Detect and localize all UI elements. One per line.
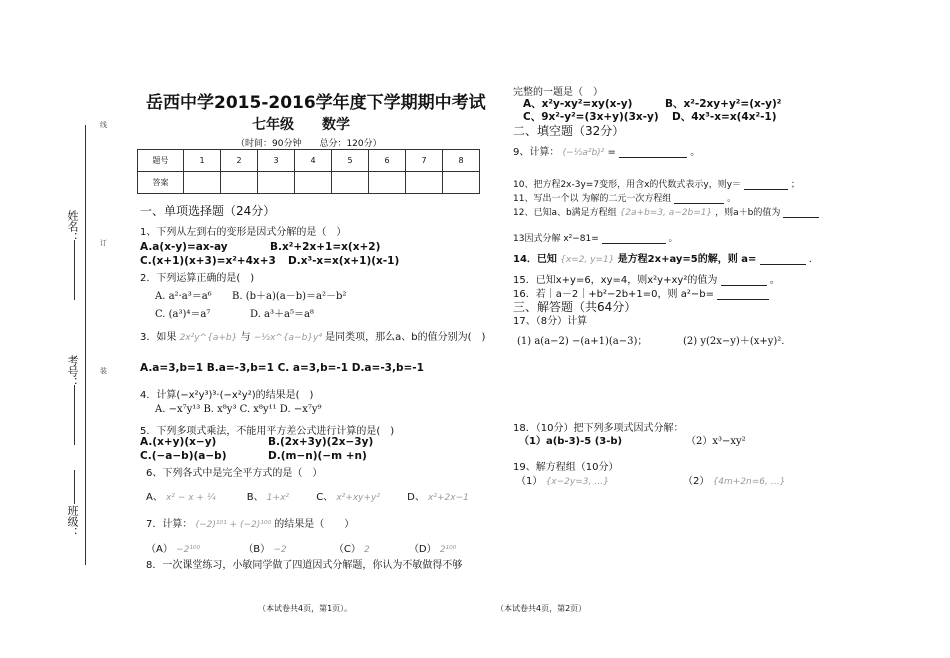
question-17-part-2: (2) y(2x−y)＋(x+y)². xyxy=(683,336,785,347)
question-2-option-d: D. a³＋a⁵＝a⁸ xyxy=(250,309,314,320)
formula-image: −2 xyxy=(273,545,287,555)
exam-number-underline[interactable] xyxy=(74,385,75,445)
exam-title: 岳西中学2015-2016学年度下学期期中考试 xyxy=(146,93,486,113)
question-18-part-2: （2）x³−xy² xyxy=(686,436,746,447)
question-13 xyxy=(513,231,678,244)
binding-line xyxy=(85,125,86,565)
question-6-option-d: D、 xyxy=(407,492,425,503)
question-18: 18．（10分）把下列多项式因式分解： xyxy=(513,423,684,434)
question-13-end: 。 xyxy=(668,234,678,244)
answer-cell[interactable] xyxy=(332,172,369,194)
answer-cell[interactable] xyxy=(221,172,258,194)
question-number: 7 xyxy=(406,150,443,172)
question-14 xyxy=(513,250,812,265)
answer-table xyxy=(137,149,480,194)
footer-right: （本试卷共4页，第2页） xyxy=(496,604,587,613)
question-1-option-b: B.x²+2x+1=x(x+2) xyxy=(270,241,381,253)
footer-left: （本试卷共4页，第1页）。 xyxy=(258,604,353,613)
question-7-prefix: 7．计算： xyxy=(146,519,193,530)
section-fill-in: 二、填空题（32分） xyxy=(513,124,625,138)
question-14-end: . xyxy=(808,254,812,265)
question-7-options xyxy=(146,540,456,555)
question-5: 5．下列多项式乘法，不能用平方差公式进行计算的是( ) xyxy=(140,426,395,437)
formula-image: 2x²y^{a+b} xyxy=(179,333,238,343)
answer-blank[interactable] xyxy=(744,179,788,190)
exam-number-label: 考号： xyxy=(66,355,79,388)
question-17-part-1: (1) a(a−2) −(a+1)(a−3)； xyxy=(517,336,648,347)
answer-blank[interactable] xyxy=(760,254,806,265)
question-18-part-1: （1）a(b-3)-5 (3-b) xyxy=(519,436,623,447)
class-label: 班级： xyxy=(66,505,79,538)
row-label-answer: 答案 xyxy=(138,172,184,194)
grade-subject: 七年级 数学 xyxy=(252,117,350,133)
answer-blank[interactable] xyxy=(602,233,666,244)
binding-char-line: 线 xyxy=(100,121,107,129)
formula-image: 2 xyxy=(364,545,370,555)
answer-blank[interactable] xyxy=(783,207,819,218)
question-6: 6、下列各式中是完全平方式的是（ ） xyxy=(146,468,323,479)
section-answer: 三、解答题（共64分） xyxy=(513,300,637,314)
question-7-option-d: （D） xyxy=(408,544,437,555)
formula-image: x²+xy+y² xyxy=(336,493,380,503)
answer-cell[interactable] xyxy=(443,172,480,194)
question-5-option-d: D.(m−n)(−m +n) xyxy=(268,450,367,462)
question-9-end: 。 xyxy=(690,147,701,158)
question-1: 1、下列从左到右的变形是因式分解的是（ ） xyxy=(140,227,347,238)
question-8-continued: 完整的一题是（ ） xyxy=(513,87,603,98)
question-15-text: 15．已知x+y=6，xy=4，则x²y+xy²的值为 xyxy=(513,275,718,286)
question-number: 6 xyxy=(369,150,406,172)
question-2: 2．下列运算正确的是( ) xyxy=(140,273,255,284)
formula-image: x²+2x−1 xyxy=(428,493,469,503)
class-underline[interactable] xyxy=(74,470,75,504)
question-12 xyxy=(513,205,819,218)
formula-image: {4m+2n=6, …} xyxy=(712,477,786,487)
question-number: 5 xyxy=(332,150,369,172)
question-7-option-c: （C） xyxy=(333,544,361,555)
question-7 xyxy=(146,515,354,530)
binding-char-bind: 装 xyxy=(100,367,107,375)
question-5-option-a: A.(x+y)(x−y) xyxy=(140,436,217,448)
answer-cell[interactable] xyxy=(258,172,295,194)
question-3-suffix: 是同类项，那么a、b的值分别为( ) xyxy=(325,332,486,343)
question-9 xyxy=(513,143,700,158)
formula-image: (−½a²b)² xyxy=(562,148,605,158)
question-6-option-b: B、 xyxy=(246,492,264,503)
question-2-option-c: C. (a³)⁴＝a⁷ xyxy=(155,309,211,320)
question-2-option-b: B. (b＋a)(a－b)＝a²－b² xyxy=(232,291,347,302)
formula-image: {2a+b=3, a−2b=1} xyxy=(619,208,713,218)
formula-image: −½x^{a−b}y⁴ xyxy=(253,333,322,343)
question-8-option-d: D、4x³-x=x(4x²-1) xyxy=(672,111,777,123)
question-12-text: 12、已知a、b满足方程组 xyxy=(513,208,617,218)
question-19: 19、解方程组（10分） xyxy=(513,462,619,473)
question-17: 17、（8分）计算 xyxy=(513,316,588,327)
question-7-suffix: 的结果是（ ） xyxy=(274,519,355,530)
question-13-text: 13因式分解 x²−81= xyxy=(513,234,599,244)
question-10 xyxy=(513,177,800,190)
question-12-suffix: ，则a＋b的值为 xyxy=(715,208,781,218)
formula-image: (−2)¹⁰¹ + (−2)¹⁰⁰ xyxy=(195,520,272,530)
name-underline[interactable] xyxy=(74,240,75,300)
question-7-option-b: （B） xyxy=(243,544,271,555)
formula-image: x² − x + ¼ xyxy=(166,493,216,503)
answer-blank[interactable] xyxy=(619,147,687,158)
formula-image: {x=2, y=1} xyxy=(560,255,615,265)
question-4-options: A. −x⁷y¹³ B. x⁸y³ C. x⁸y¹¹ D. −x⁷y⁹ xyxy=(155,404,322,415)
question-9-equals: = xyxy=(607,147,616,158)
answer-cell[interactable] xyxy=(369,172,406,194)
question-2-option-a: A. a²·a³＝a⁶ xyxy=(155,291,212,302)
question-11-text: 11、写出一个以 为解的二元一次方程组 xyxy=(513,194,672,204)
question-number: 3 xyxy=(258,150,295,172)
table-row xyxy=(138,150,480,172)
question-1-option-d: D.x³-x=x(x+1)(x-1) xyxy=(288,255,400,267)
question-19-part-1-label: （1） xyxy=(516,476,543,487)
answer-blank[interactable] xyxy=(674,193,724,204)
question-3 xyxy=(140,328,485,343)
binding-char-seal: 订 xyxy=(100,239,107,247)
question-10-end: ； xyxy=(790,180,800,190)
question-19-part-2-label: （2） xyxy=(683,476,710,487)
section-multiple-choice: 一、单项选择题（24分） xyxy=(140,204,276,218)
question-3-prefix: 3．如果 xyxy=(140,332,177,343)
question-3-options: A.a=3,b=1 B.a=-3,b=1 C. a=3,b=-1 D.a=-3,b=-1 xyxy=(140,362,424,374)
question-number: 1 xyxy=(184,150,221,172)
answer-blank[interactable] xyxy=(717,289,769,300)
question-15-end: 。 xyxy=(769,275,780,286)
table-row xyxy=(138,172,480,194)
question-11 xyxy=(513,191,736,204)
question-9-label: 9、计算： xyxy=(513,147,560,158)
question-11-end: 。 xyxy=(727,194,737,204)
question-6-option-a: A、 xyxy=(146,492,163,503)
answer-cell[interactable] xyxy=(184,172,221,194)
question-1-option-a: A.a(x-y)=ax-ay xyxy=(140,241,228,253)
question-5-option-c: C.(−a−b)(a−b) xyxy=(140,450,227,462)
question-number: 2 xyxy=(221,150,258,172)
question-6-options xyxy=(146,488,469,503)
question-16-text: 16．若｜a－2｜+b²−2b+1=0，则 a²−b= xyxy=(513,289,714,300)
question-4: 4．计算(−x²y³)³·(−x²y²)的结果是( ) xyxy=(140,390,314,401)
formula-image: 1+x² xyxy=(266,493,289,503)
formula-image: −2¹⁰⁰ xyxy=(176,545,201,555)
question-number: 4 xyxy=(295,150,332,172)
formula-image: 2¹⁰⁰ xyxy=(439,545,457,555)
question-8: 8．一次课堂练习，小敏同学做了四道因式分解题，你认为不敏做得不够 xyxy=(146,560,463,571)
answer-cell[interactable] xyxy=(406,172,443,194)
question-7-option-a: （A） xyxy=(146,544,173,555)
question-8-option-a: A、x²y-xy²=xy(x-y) xyxy=(523,98,633,110)
formula-image: {x−2y=3, …} xyxy=(545,477,609,487)
question-6-option-c: C、 xyxy=(316,492,334,503)
name-label: 姓名： xyxy=(66,210,79,243)
question-15 xyxy=(513,271,780,286)
question-8-option-b: B、x²-2xy+y²=(x-y)² xyxy=(665,98,782,110)
question-5-option-b: B.(2x+3y)(2x−3y) xyxy=(268,436,374,448)
question-3-middle: 与 xyxy=(240,332,251,343)
answer-cell[interactable] xyxy=(295,172,332,194)
question-8-option-c: C、9x²-y²=(3x+y)(3x-y) xyxy=(523,111,659,123)
question-10-text: 10、把方程2x-3y=7变形，用含x的代数式表示y，则y＝ xyxy=(513,180,742,190)
question-1-option-c: C.(x+1)(x+3)=x²+4x+3 xyxy=(140,255,276,267)
question-19-part-2 xyxy=(683,472,785,487)
question-14-suffix: 是方程2x+ay=5的解，则 a= xyxy=(617,254,757,265)
question-19-part-1 xyxy=(516,472,609,487)
question-number: 8 xyxy=(443,150,480,172)
row-label-number: 题号 xyxy=(138,150,184,172)
time-info: （时间：90分钟 总分：120分） xyxy=(236,139,382,149)
question-14-prefix: 14．已知 xyxy=(513,254,557,265)
